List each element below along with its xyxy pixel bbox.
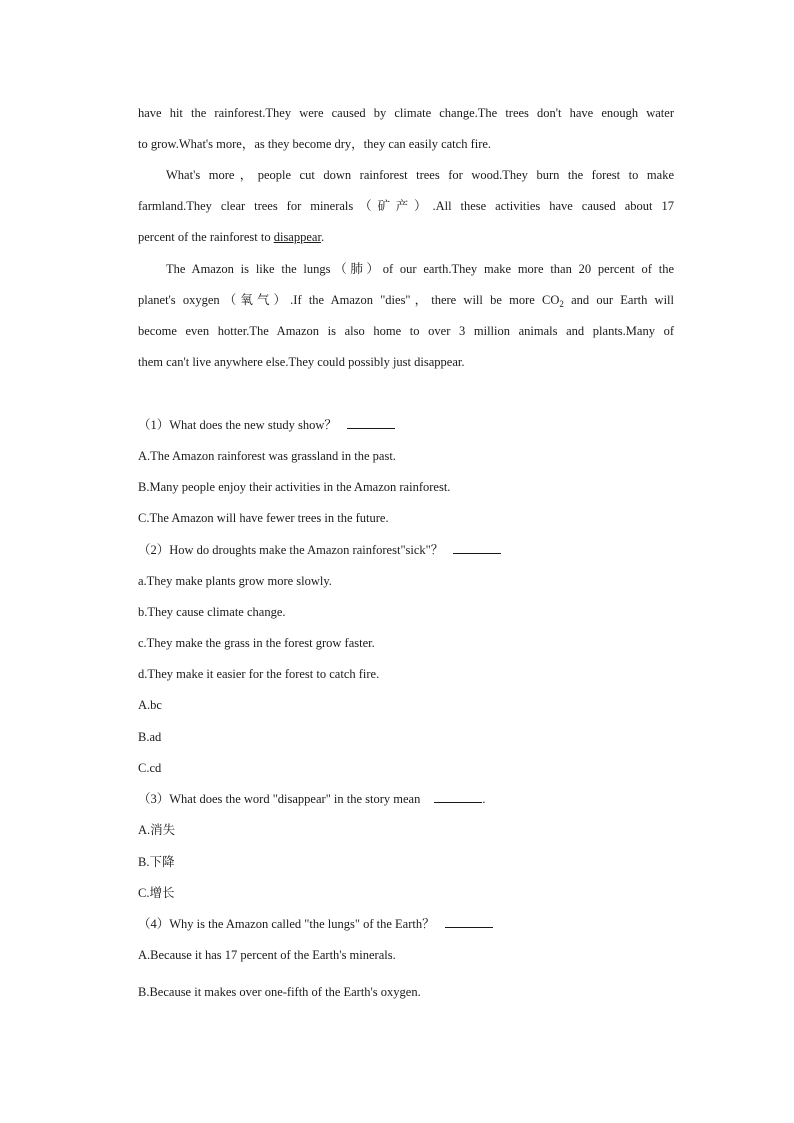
question-2-statement-b: b.They cause climate change.: [138, 605, 286, 619]
question-2-option-b: B.ad: [138, 730, 162, 744]
question-4-text: （4）Why is the Amazon called "the lungs" of the Earth？: [138, 917, 435, 931]
passage-p3-line3: become even hotter.The Amazon is also home to over 3 million animals and plants.Many of: [138, 324, 674, 338]
question-1-text: （1）What does the new study show？: [138, 418, 337, 432]
passage-p2-line3-end: .: [320, 230, 325, 244]
question-3-option-b: B.下降: [138, 855, 175, 869]
answer-blank-1[interactable]: [347, 417, 395, 429]
question-4-stem: [138, 916, 493, 932]
answer-blank-4[interactable]: [445, 916, 493, 928]
question-1-option-b: B.Many people enjoy their activities in the Amazon rainforest.: [138, 480, 451, 494]
question-3-option-a: A.消失: [138, 823, 176, 837]
co2-subscript: 2: [559, 299, 564, 309]
question-3-option-c: C.增长: [138, 886, 175, 900]
passage-p3-line2: [138, 292, 674, 308]
question-1-option-c: C.The Amazon will have fewer trees in the future.: [138, 511, 389, 525]
answer-blank-2[interactable]: [453, 542, 501, 554]
passage-p3-line2-end: and our Earth will: [563, 293, 674, 307]
passage-p2-line2: farmland.They clear trees for minerals（矿产）.All these activities have caused about 17: [138, 199, 674, 213]
question-2-statement-d: d.They make it easier for the forest to catch fire.: [138, 667, 380, 681]
passage-p2-line3-text: percent of the rainforest to: [138, 230, 274, 244]
question-2-statement-a: a.They make plants grow more slowly.: [138, 574, 332, 588]
question-2-statement-c: c.They make the grass in the forest grow faster.: [138, 636, 375, 650]
passage-p1-line1: have hit the rainforest.They were caused by climate change.The trees don't have enough water: [138, 106, 674, 120]
passage-p3-line1: The Amazon is like the lungs（肺）of our earth.They make more than 20 percent of the: [166, 262, 674, 276]
underlined-word-disappear: disappear: [273, 230, 321, 244]
answer-blank-3[interactable]: [434, 791, 482, 803]
passage-p2-line1: What's more，people cut down rainforest trees for wood.They burn the forest to make: [166, 168, 674, 182]
question-2-text: （2）How do droughts make the Amazon rainforest"sick"？: [138, 543, 444, 557]
question-3-end: .: [482, 792, 486, 806]
passage-p3-line4: them can't live anywhere else.They could possibly just disappear.: [138, 355, 465, 369]
question-2-option-c: C.cd: [138, 761, 162, 775]
question-4-option-a: A.Because it has 17 percent of the Earth's minerals.: [138, 948, 396, 962]
question-2-stem: [138, 542, 501, 558]
passage-p3-line2-text: planet's oxygen（氧气）.If the Amazon "dies"，there will be more CO: [138, 293, 560, 307]
question-1-option-a: A.The Amazon rainforest was grassland in the past.: [138, 449, 396, 463]
question-4-option-b: B.Because it makes over one-fifth of the Earth's oxygen.: [138, 985, 421, 999]
passage-p1-line2: to grow.What's more，as they become dry，they can easily catch fire.: [138, 137, 492, 151]
question-2-option-a: A.bc: [138, 698, 162, 712]
question-3-stem: [138, 791, 485, 807]
question-1-stem: [138, 417, 395, 433]
question-3-text: （3）What does the word "disappear" in the story mean: [138, 792, 421, 806]
passage-p2-line3: [138, 229, 324, 245]
